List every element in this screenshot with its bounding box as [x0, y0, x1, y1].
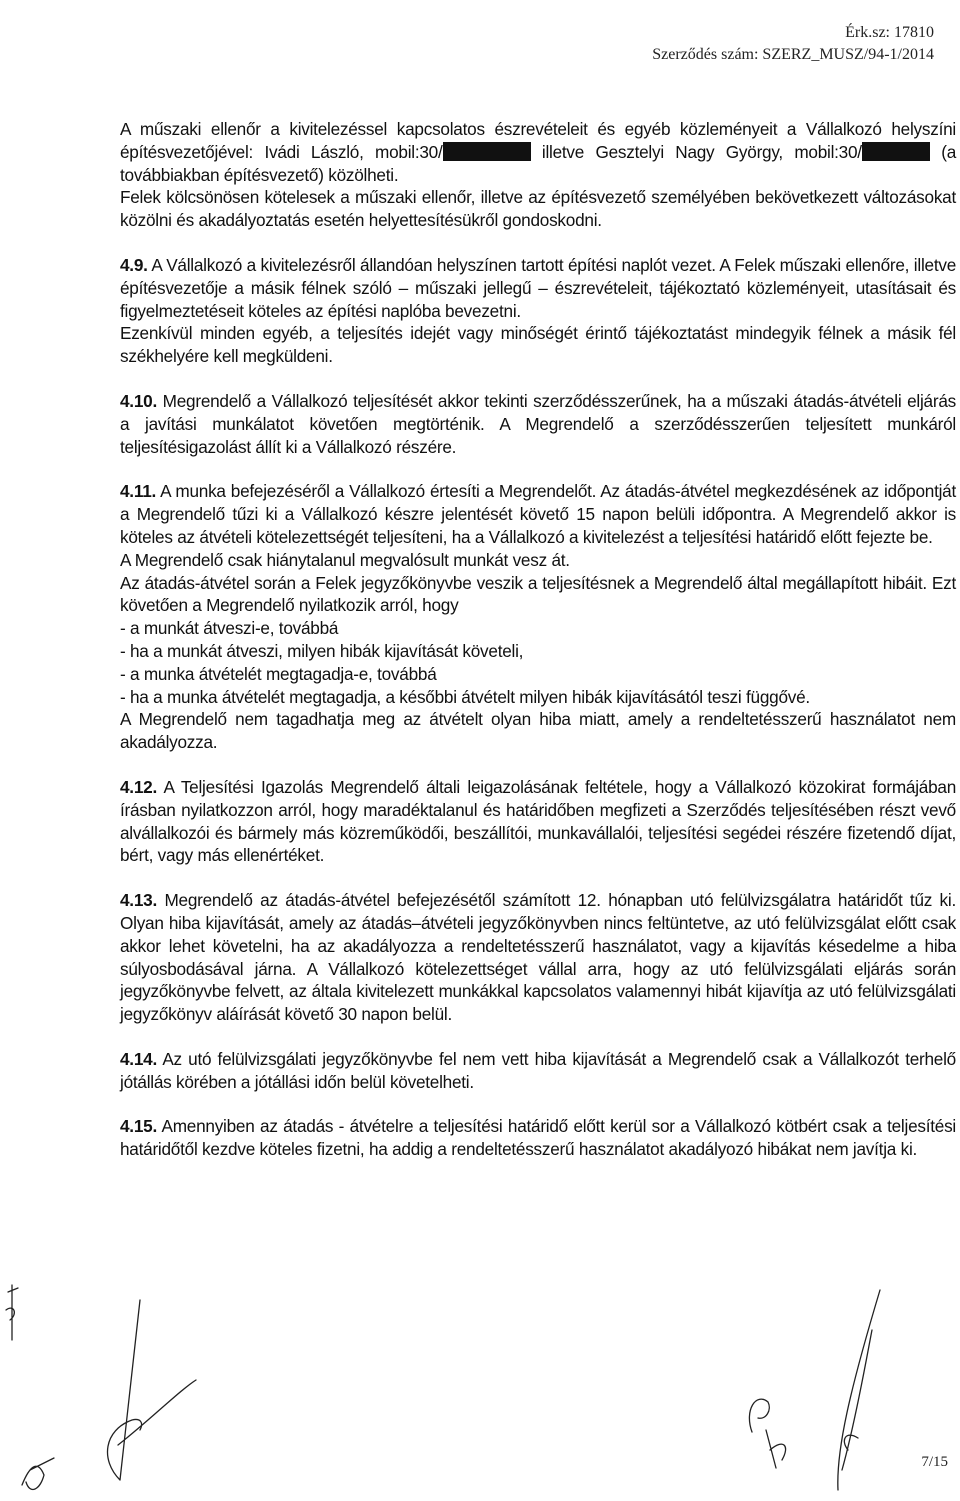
section-4-9-continued: Ezenkívül minden egyéb, a teljesítés idejét vagy minőségét érintő tájékoztatást mindegyik félnek a másik fél székhelyére kell megküldeni. [120, 323, 956, 367]
section-text: A Teljesítési Igazolás Megrendelő általi leigazolásának feltétele, hogy a Vállalkozó közokirat formájában írásban nyilatkozzon arról, hogy maradéktalanul és határidőben megfizeti a Szerződés teljesítésében részt vevő alvállalkozói és bármely más közreműködői, beszállítói, munkavállalói, teljesítési segédei részére fizetendő díjat, bért, vagy más ellenértéket. [120, 776, 957, 866]
list-item: - a munkát átveszi-e, továbbá [120, 618, 339, 639]
section-text: Az utó felülvizsgálati jegyzőkönyvbe fel nem vett hiba kijavítását a Megrendelő csak a Vállalkozót terhelő jótállás körében a jótállási időn belül követelheti. [120, 1048, 956, 1092]
initials-right-2 [838, 1290, 880, 1490]
section-4-13 [120, 889, 956, 1026]
section-number: 4.9. [120, 254, 148, 275]
section-4-11 [120, 480, 956, 548]
list-item: - a munka átvételét megtagadja-e, továbbá [120, 663, 437, 684]
section-text: A Vállalkozó a kivitelezésről állandóan helyszínen tartott építési naplót vezet. A Felek műszaki ellenőre, illetve építésvezetője a másik félnek szóló – műszaki jellegű – észrevételeit, tájékoztató közleményeit, utasításait és figyelmeztetéseit köteles az építési naplóba bevezetni. [120, 254, 957, 321]
intro-text-b: illetve Gesztelyi Nagy György, mobil:30/ [530, 141, 862, 162]
section-text: Megrendelő a Vállalkozó teljesítését akkor tekinti szerződésszerűnek, ha a műszaki átadás-átvételi eljárás a javítási munkálatot követően megtörténik. A Megrendelő a szerződésszerűen teljesített munkáról teljesítésigazolást állít ki a Vállalkozó részére. [120, 390, 956, 457]
section-4-11-line: Az átadás-átvétel során a Felek jegyzőkönyvbe veszik a teljesítésnek a Megrendelő által megállapított hibáit. Ezt követően a Megrendelő nyilatkozik arról, hogy [120, 572, 956, 616]
section-4-9 [120, 254, 956, 322]
section-number: 4.10. [120, 390, 157, 411]
section-number: 4.14. [120, 1048, 157, 1069]
list-item: - ha a munka átvételét megtagadja, a későbbi átvételt milyen hibák kijavításától teszi függővé. [120, 686, 810, 707]
intro-paragraph-2: Felek kölcsönösen kötelesek a műszaki ellenőr, illetve az építésvezető személyében bekövetkezett változásokat közölni és akadályoztatás esetén helyettesítésükről gondoskodni. [120, 187, 956, 231]
list-item: - ha a munkát átveszi, milyen hibák kijavítását követeli, [120, 640, 524, 661]
initials-right-1 [749, 1399, 785, 1468]
section-number: 4.15. [120, 1116, 157, 1137]
section-4-11-line: A Megrendelő nem tagadhatja meg az átvételt olyan hiba miatt, amely a rendeltetésszerű használatot nem akadályozza. [120, 709, 956, 753]
registry-number: Érk.sz: 17810 [845, 24, 934, 41]
margin-initial-mark [6, 1285, 18, 1340]
redaction-block [862, 142, 930, 161]
section-number: 4.11. [120, 481, 157, 502]
intro-paragraph [120, 118, 956, 186]
redaction-block [443, 142, 531, 161]
contract-number: Szerződés szám: SZERZ_MUSZ/94-1/2014 [652, 46, 934, 63]
section-4-15 [120, 1115, 956, 1161]
page-number: 7/15 [921, 1454, 948, 1470]
document-header [652, 22, 934, 66]
initials-left-2 [108, 1300, 197, 1480]
section-number: 4.12. [120, 776, 157, 797]
section-4-12 [120, 776, 956, 867]
section-text: A munka befejezéséről a Vállalkozó értesíti a Megrendelőt. Az átadás-átvétel megkezdésének az időpontját a Megrendelő tűzi ki a Vállalkozó készre jelentését követő 15 napon belüli időpontra. A Megrendelő akkor is köteles az átvételi kötelezettségét teljesíteni, ha a Vállalkozó a kivitelezést a teljesítési határidő előtt fejezte be. [120, 481, 957, 547]
intro-text-c: (a továbbiakban építésvezető) közölheti. [120, 141, 956, 185]
document-body [120, 118, 956, 1161]
initials-left-1 [22, 1458, 54, 1489]
section-4-11-line: A Megrendelő csak hiánytalanul megvalósult munkát vesz át. [120, 549, 570, 570]
section-number: 4.13. [120, 890, 157, 911]
section-text: Megrendelő az átadás-átvétel befejezésétől számított 12. hónapban utó felülvizsgálatra határidőt tűz ki. Olyan hiba kijavítását, amely az átadás–átvételi jegyzőkönyvben nincs feltüntetve, az utó felülvizsgálat előtt csak akkor lehet követelni, ha az akadályozza a rendeltetésszerű használatot, vagy a kijavítás késedelme a hiba súlyosbodásával járna. A Vállalkozó kötelezettséget vállal arra, hogy az utó felülvizsgálati eljárás során jegyzőkönyvbe felvett, az általa kivitelezett munkákkal kapcsolatos valamennyi hibát kijavítja az utó felülvizsgálati jegyzőkönyv aláírását követő 30 napon belül. [120, 890, 956, 1025]
section-4-10 [120, 390, 956, 458]
initials-signatures [0, 1270, 960, 1501]
intro-text-a: A műszaki ellenőr a kivitelezéssel kapcsolatos észrevételeit és egyéb közleményeit a Vállalkozó helyszíni építésvezetőjével: Ivádi László, mobil:30/ [120, 119, 956, 162]
section-text: Amennyiben az átadás - átvételre a teljesítési határidő előtt kerül sor a Vállalkozó kötbért csak a teljesítési határidőtől kezdve köteles fizetni, ha addig a rendeltetésszerű használatot akadályozó hibákat nem javítja ki. [120, 1116, 956, 1160]
section-4-14 [120, 1048, 956, 1094]
